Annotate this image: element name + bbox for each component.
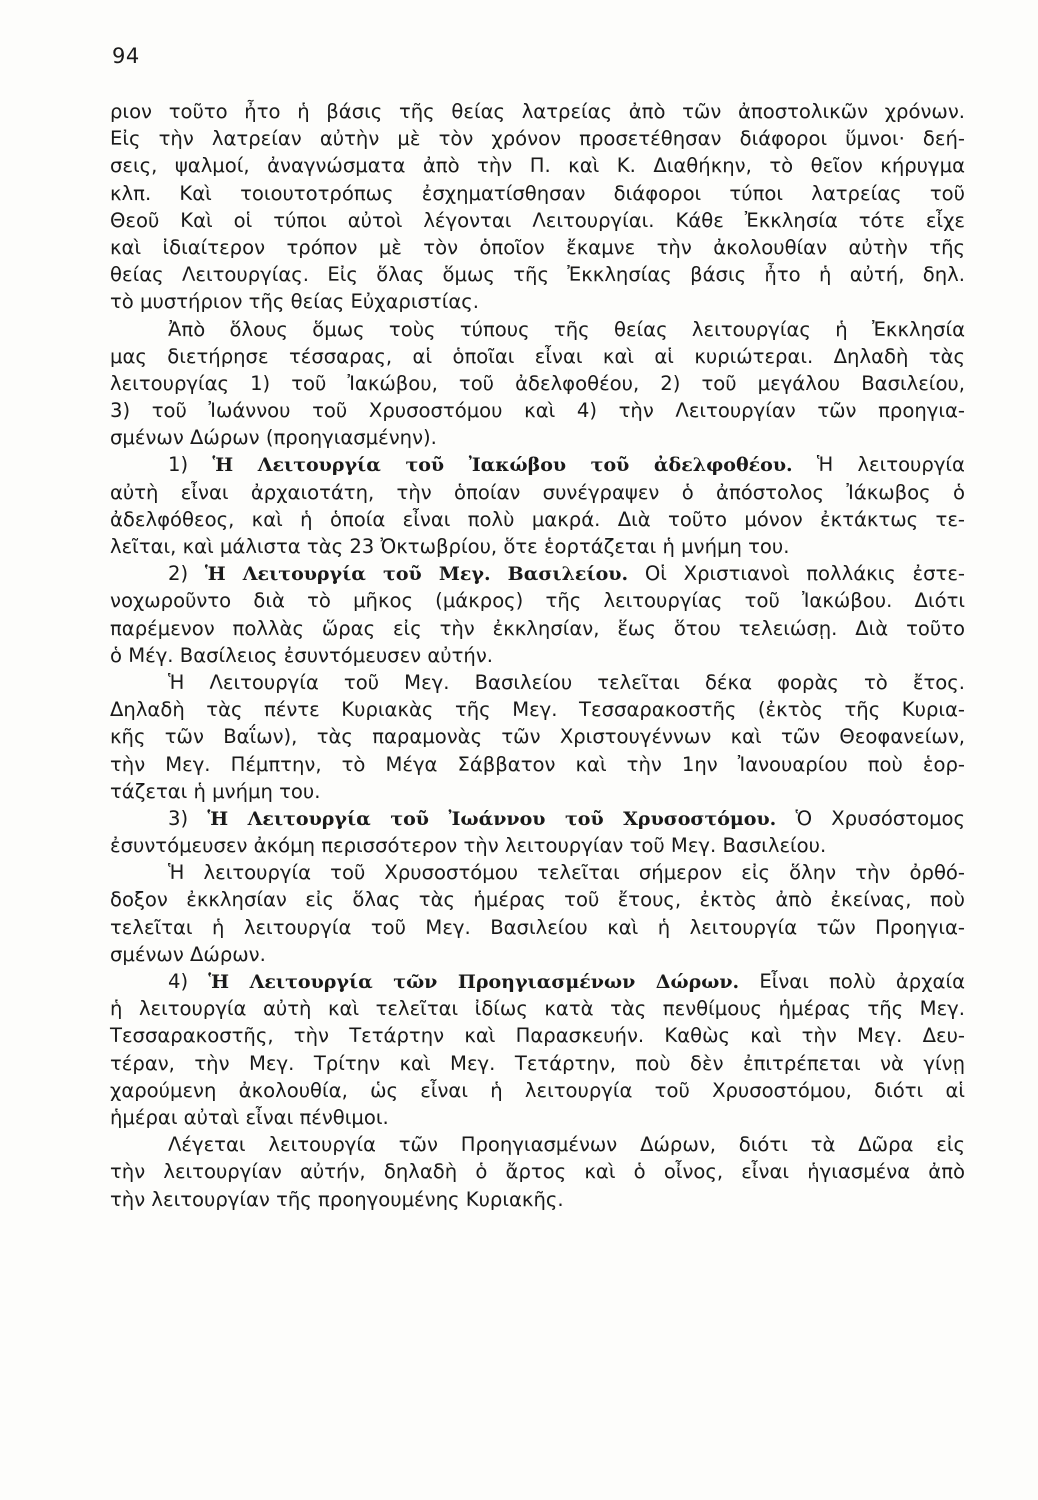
text-line: παρέμενον πολλὰς ὥρας εἰς τὴν ἐκκλησίαν, ἕως ὅτου τελειώσῃ. Διὰ τοῦτο — [110, 616, 965, 640]
text-segment: Εἶναι πολὺ ἀρχαία — [759, 970, 965, 993]
text-line: Ἡ λειτουργία τοῦ Χρυσοστόμου τελεῖται σήμερον εἰς ὅλην τὴν ὀρθό- — [168, 861, 965, 885]
text-line: καὶ ἰδιαίτερον τρόπον μὲ τὸν ὁποῖον ἔκαμνε τὴν ἀκολουθίαν αὐτὴν τῆς — [110, 235, 965, 259]
body-text — [110, 98, 965, 1213]
text-segment: Ἡ λειτουργία — [816, 453, 965, 477]
text-line: θείας Λειτουργίας. Εἰς ὅλας ὅμως τῆς Ἐκκλησίας βάσις ἦτο ἡ αὐτή, δηλ. — [110, 263, 965, 287]
section-heading: Ἡ Λειτουργία τοῦ Ἰακώβου τοῦ ἀδελφοθέου. — [212, 454, 793, 477]
text-line: κῆς τῶν Βαΐων), τὰς παραμονὰς τῶν Χριστουγέννων καὶ τῶν Θεοφανείων, — [110, 725, 965, 749]
text-segment: Ὁ Χρυσόστομος — [795, 806, 966, 830]
text-line: κλπ. Καὶ τοιουτοτρόπως ἐσχηματίσθησαν διάφοροι τύποι λατρείας τοῦ — [110, 181, 965, 205]
text-line: τέραν, τὴν Μεγ. Τρίτην καὶ Μεγ. Τετάρτην, ποὺ δὲν ἐπιτρέπεται νὰ γίνῃ — [110, 1051, 965, 1075]
text-line: τὴν λειτουργίαν αὐτήν, δηλαδὴ ὁ ἄρτος καὶ ὁ οἶνος, εἶναι ἡγιασμένα ἀπὸ — [110, 1160, 965, 1184]
section-heading-line — [110, 805, 965, 832]
text-line: ἡ λειτουργία αὐτὴ καὶ τελεῖται ἰδίως κατὰ τὰς πενθίμους ἡμέρας τῆς Μεγ. — [110, 997, 965, 1021]
text-line: ἀδελφόθεος, καὶ ἡ ὁποία εἶναι πολὺ μακρά. Διὰ τοῦτο μόνον ἐκτάκτως τε- — [110, 507, 965, 531]
section-heading-line — [110, 451, 965, 478]
text-line: Τεσσαρακοστῆς, τὴν Τετάρτην καὶ Παρασκευήν. Καθὼς καὶ τὴν Μεγ. Δευ- — [110, 1024, 965, 1048]
text-line: χαρούμενη ἀκολουθία, ὡς εἶναι ἡ λειτουργία τοῦ Χρυσοστόμου, διότι αἱ — [110, 1078, 965, 1102]
section-heading-line — [110, 560, 965, 587]
section-heading: Ἡ Λειτουργία τῶν Προηγιασμένων Δώρων. — [208, 971, 740, 993]
text-line: σμένων Δώρων. — [110, 942, 266, 966]
section-heading-line — [110, 968, 965, 995]
section-number: 2) — [168, 562, 189, 586]
text-line: ἐσυντόμευσεν ἀκόμη περισσότερον τὴν λειτουργίαν τοῦ Μεγ. Βασιλείου. — [110, 834, 827, 858]
section-number: 3) — [168, 806, 189, 830]
section-heading: Ἡ Λειτουργία τοῦ Μεγ. Βασιλείου. — [204, 563, 629, 586]
section-heading: Ἡ Λειτουργία τοῦ Ἰωάννου τοῦ Χρυσοστόμου. — [207, 807, 777, 830]
text-line: μας διετήρησε τέσσαρας, αἱ ὁποῖαι εἶναι καὶ αἱ κυριώτεραι. Δηλαδὴ τὰς — [110, 344, 965, 368]
text-line: Λέγεται λειτουργία τῶν Προηγιασμένων Δώρων, διότι τὰ Δῶρα εἰς — [168, 1133, 965, 1157]
text-line: τὸ μυστήριον τῆς θείας Εὐχαριστίας. — [110, 290, 479, 314]
text-line: Εἰς τὴν λατρείαν αὐτὴν μὲ τὸν χρόνον προσετέθησαν διάφοροι ὕμνοι· δεή- — [110, 127, 965, 151]
text-line: νοχωροῦντο διὰ τὸ μῆκος (μάκρος) τῆς λειτουργίας τοῦ Ἰακώβου. Διότι — [110, 589, 965, 613]
text-line: Θεοῦ Καὶ οἱ τύποι αὐτοὶ λέγονται Λειτουργίαι. Κάθε Ἐκκλησία τότε εἶχε — [110, 208, 965, 232]
text-line: 3) τοῦ Ἰωάννου τοῦ Χρυσοστόμου καὶ 4) τὴν Λειτουργίαν τῶν προηγια- — [110, 399, 965, 423]
text-line: αὐτὴ εἶναι ἀρχαιοτάτη, τὴν ὁποίαν συνέγραψεν ὁ ἀπόστολος Ἰάκωβος ὁ — [110, 480, 965, 504]
text-line: σμένων Δώρων (προηγιασμένην). — [110, 426, 437, 450]
text-line: Δηλαδὴ τὰς πέντε Κυριακὰς τῆς Μεγ. Τεσσαρακοστῆς (ἐκτὸς τῆς Κυρια- — [110, 698, 965, 722]
text-line: λεῖται, καὶ μάλιστα τὰς 23 Ὀκτωβρίου, ὅτε ἑορτάζεται ἡ μνήμη του. — [110, 535, 790, 558]
text-line: τὴν Μεγ. Πέμπτην, τὸ Μέγα Σάββατον καὶ τὴν 1ην Ἰανουαρίου ποὺ ἑορ- — [110, 752, 965, 776]
text-line: ὁ Μέγ. Βασίλειος ἐσυντόμευσεν αὐτήν. — [110, 643, 493, 667]
text-line: λειτουργίας 1) τοῦ Ἰακώβου, τοῦ ἀδελφοθέου, 2) τοῦ μεγάλου Βασιλείου, — [110, 371, 965, 395]
text-line: ἡμέραι αὐταὶ εἶναι πένθιμοι. — [110, 1105, 389, 1129]
text-line: Ἡ Λειτουργία τοῦ Μεγ. Βασιλείου τελεῖται δέκα φορὰς τὸ ἔτος. — [168, 670, 965, 694]
text-line: ριον τοῦτο ἦτο ἡ βάσις τῆς θείας λατρείας ἀπὸ τῶν ἀποστολικῶν χρόνων. — [110, 100, 965, 123]
text-segment: Οἱ Χριστιανοὶ πολλάκις ἐστε- — [644, 562, 965, 586]
section-number: 1) — [168, 453, 189, 477]
text-line: τελεῖται ἡ λειτουργία τοῦ Μεγ. Βασιλείου καὶ ἡ λειτουργία τῶν Προηγια- — [110, 915, 965, 939]
text-line: Ἀπὸ ὅλους ὅμως τοὺς τύπους τῆς θείας λειτουργίας ἡ Ἐκκλησία — [168, 317, 965, 341]
section-number: 4) — [168, 970, 189, 993]
text-line: δοξον ἐκκλησίαν εἰς ὅλας τὰς ἡμέρας τοῦ ἔτους, ἐκτὸς ἀπὸ ἐκείνας, ποὺ — [110, 888, 965, 912]
page-number: 94 — [112, 44, 140, 68]
text-line: τάζεται ἡ μνήμη του. — [110, 779, 321, 803]
text-line: τὴν λειτουργίαν τῆς προηγουμένης Κυριακῆς. — [110, 1187, 564, 1211]
text-line: σεις, ψαλμοί, ἀναγνώσματα ἀπὸ τὴν Π. καὶ Κ. Διαθήκην, τὸ θεῖον κήρυγμα — [110, 154, 965, 178]
